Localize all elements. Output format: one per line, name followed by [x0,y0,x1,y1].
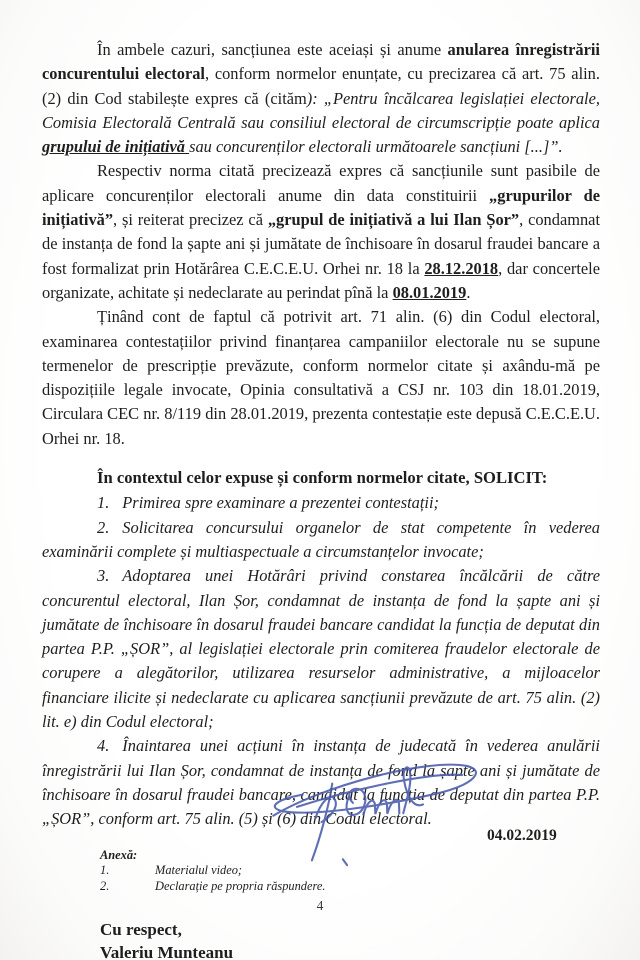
text-run: , condamnat de instanța de fond la șapte ani și jumătate de închisoare în dosarul fraudei bancare a fost formalizat prin Hotărârea C.E.C.E.U. Orhei nr. 18 la [42,210,600,278]
text-run: , dar concertele organizate, achitate și nedeclarate au perindat pînă la [42,258,600,302]
closing-block [100,918,600,960]
solicit-item-1 [42,491,600,515]
item-text: Înaintarea unei acțiuni în instanța de judecată în vederea anulării înregistrării lui Ilan Șor, condamnat de instanța de fond la șapte ani și jumătate de închisoare în dosarul fraudei bancare, candidat la funcția de deputat din partea P.P. „ȘOR”, conform art. 75 alin. (5) și (6) din Codul electoral. [42,736,600,829]
text-run: anularea înregistrării concurentului electoral [42,40,600,84]
text-run: ): „Pentru încălcarea legislației electorale, Comisia Electorală Centrală sau consiliul electoral de circumscripție poate aplica [42,88,600,132]
item-number: 1. [97,493,110,513]
annex-block [100,848,600,895]
item-text: Primirea spre examinare a prezentei contestații; [122,493,439,513]
text-run: 08.01.2019 [392,282,467,302]
text-run: „grupul de inițiativă a lui Ilan Șor” [267,210,520,230]
item-text: Solicitarea concursului organelor de stat competente în vederea examinării complete și multiaspectuale a circumstanțelor invocate; [42,517,600,561]
item-number: 3. [97,566,110,586]
text-run: Respectiv norma citată precizează expres că sancțiunile sunt pasibile de aplicare concurenților electorali anume din data constituirii [42,161,600,205]
item-text: Adoptarea unei Hotărâri privind constarea încălcării de către concurentul electoral, Ilan Șor, condamnat de instanța de fond la șapte ani și jumătate de închisoare în dosarul fraudei bancare candidat la funcția de deputat din partea P.P. „ȘOR”, al legislației electorale prin comiterea fraudelor electorale de corupere a alegătorilor, utilizarea resurselor administrative, a mijloacelor financiare ilicite și nedeclarate cu aplicarea sancțiunii prevăzute de art. 75 alin. (2) lit. e) din Codul electoral; [42,566,600,732]
text-run: , și reiterat precizez că [113,210,268,230]
closing-salutation: Cu respect, [100,920,182,940]
signatory-name: Valeriu Munteanu [100,943,234,960]
paragraph-initiative-group [42,159,600,305]
annex-heading: Anexă: [100,847,138,862]
text-run: Ținând cont de faptul că potrivit art. 71 alin. (6) din Codul electoral, examinarea contestațiilor privind finanțarea campaniilor electorale nu se supune termenelor de prescripție prevăzute, conform normelor citate și axându-mă pe dispozițiile legale invocate, Opinia consultativă a CSJ nr. 103 din 18.01.2019, Circulara CEC nr. 8/119 din 28.01.2019, prezenta contestație este depusă C.E.C.E.U. Orhei nr. 18. [42,307,600,448]
annex-item-number: 1. [100,863,110,878]
page-number: 4 [316,898,324,913]
text-run: , conform normelor enunțate, cu precizarea că art. 75 alin. (2) din Cod stabilește expres că (cităm [42,64,600,108]
solicit-item-2 [42,516,600,565]
item-number: 2. [97,517,110,537]
item-number: 4. [97,736,110,756]
text-run: grupului de inițiativă [42,137,190,157]
document-date: 04.02.2019 [487,827,557,844]
text-run: „grupurilor de inițiativă” [42,185,600,230]
annex-item-1 [100,863,600,879]
solicit-heading: În contextul celor expuse și conform normelor citate, SOLICIT: [97,468,548,488]
text-run: În ambele cazuri, sancțiunea este aceiași și anume [97,40,448,59]
solicit-item-3 [42,564,600,734]
annex-item-text: Materialul video; [155,863,243,878]
annex-item-text: Declarație pe propria răspundere. [155,878,326,893]
solicit-item-4 [42,734,600,831]
annex-item-2 [100,879,600,895]
text-run: . [466,282,471,302]
annex-item-number: 2. [100,878,110,893]
text-run: 28.12.2018 [424,258,499,278]
text-run: sau concurenților electorali următoarele sancțiuni [...]”. [189,137,563,157]
paragraph-sanction [42,38,600,159]
paragraph-legal-basis [42,305,600,451]
